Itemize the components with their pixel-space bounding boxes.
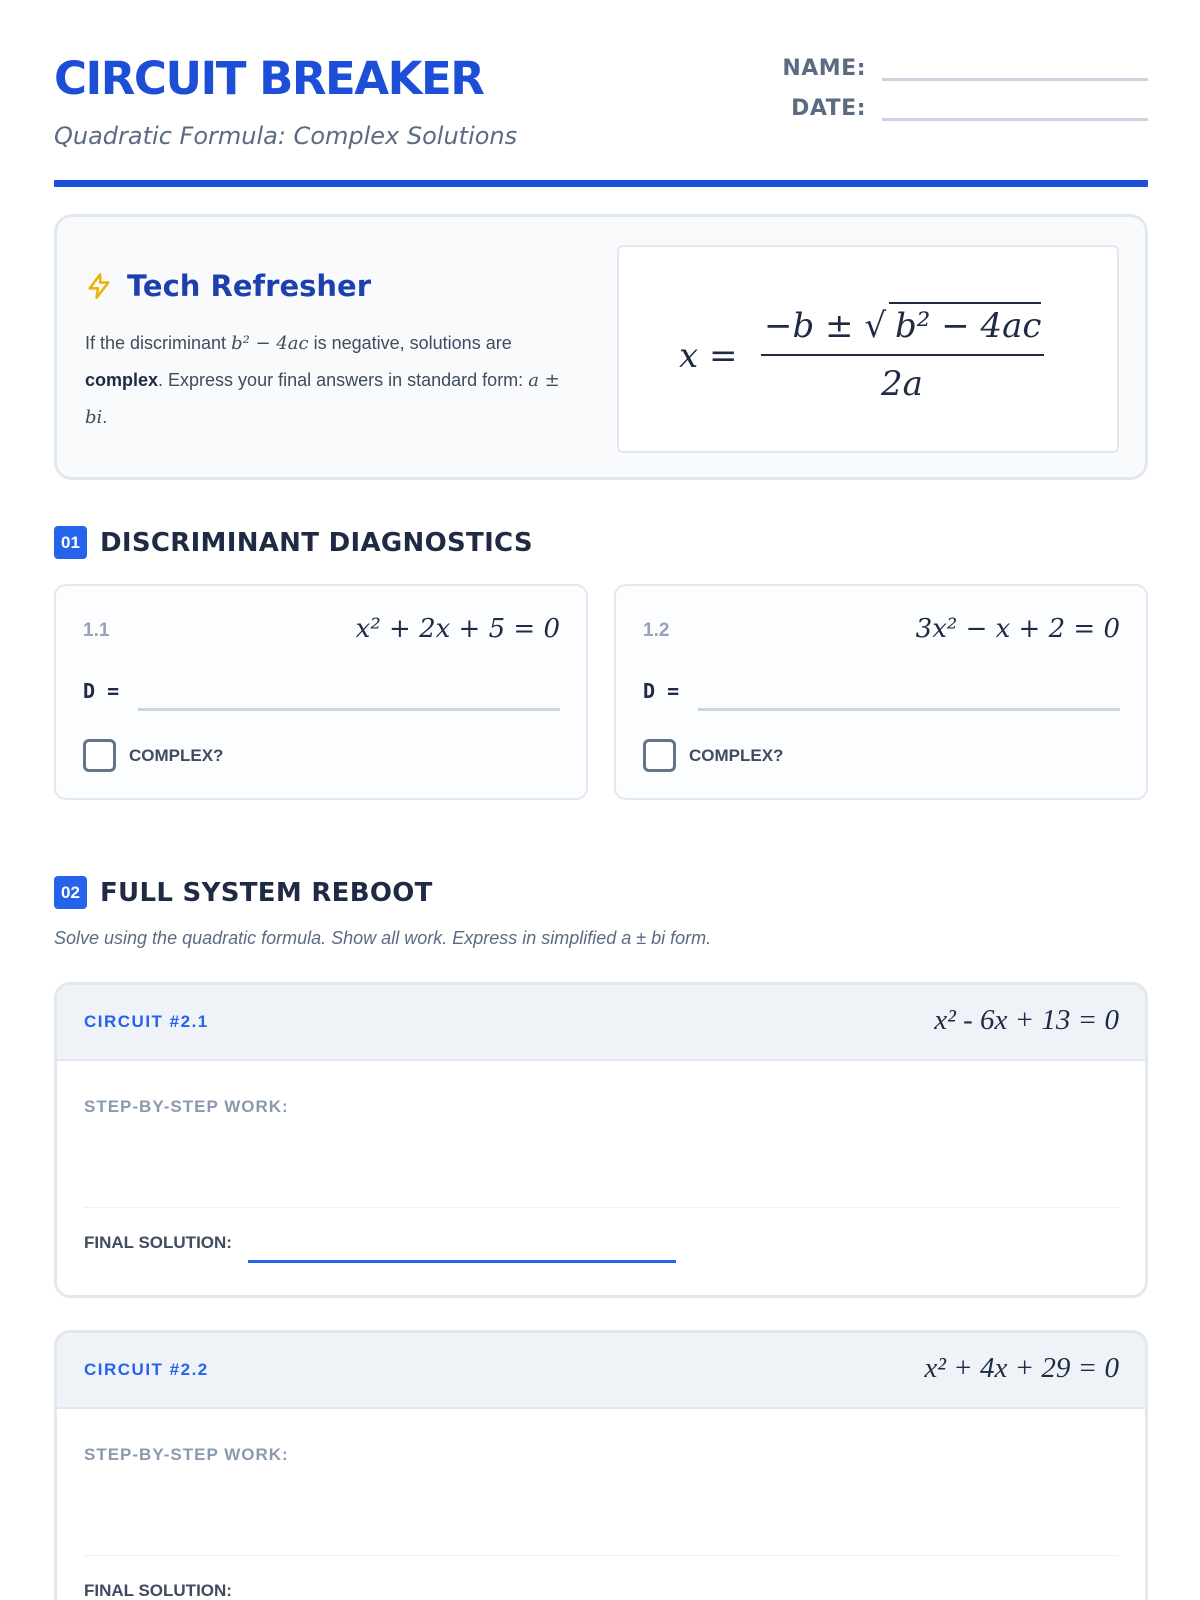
work-label: STEP-BY-STEP WORK: — [84, 1097, 289, 1116]
circuit-equation: x² - 6x + 13 = 0 — [934, 1004, 1119, 1036]
refresher-text — [85, 325, 575, 436]
quadratic-formula-box — [617, 245, 1119, 453]
date-field[interactable] — [882, 97, 1148, 121]
worksheet-header — [54, 52, 1148, 186]
section-2-number-badge: 02 — [54, 876, 87, 909]
quadratic-formula — [619, 247, 1117, 451]
refresher-text-4: . — [102, 407, 108, 427]
problem-number: 1.1 — [83, 620, 110, 641]
work-area-divider — [84, 1207, 1118, 1208]
date-row — [746, 96, 1148, 121]
name-label: NAME: — [782, 56, 866, 81]
complex-checkbox-label: COMPLEX? — [129, 746, 224, 765]
refresher-heading — [85, 269, 371, 303]
work-label: STEP-BY-STEP WORK: — [84, 1445, 289, 1464]
discriminant-label: D = — [83, 679, 120, 703]
tech-refresher-panel — [54, 214, 1148, 480]
diagnostic-card-1-2 — [614, 584, 1148, 800]
circuit-card-2-2 — [54, 1330, 1148, 1600]
name-row — [746, 56, 1148, 81]
circuit-name: CIRCUIT #2.1 — [84, 1012, 209, 1031]
final-solution-line[interactable] — [248, 1260, 676, 1263]
circuit-card-2-1 — [54, 982, 1148, 1298]
formula-denominator: 2a — [881, 364, 923, 404]
circuit-card-header — [57, 1333, 1145, 1409]
formula-radicand: b² − 4ac — [895, 306, 1042, 346]
problem-equation: x² + 2x + 5 = 0 — [355, 614, 560, 644]
name-field[interactable] — [882, 57, 1148, 81]
discriminant-expression: b² − 4ac — [231, 333, 309, 354]
refresher-title: Tech Refresher — [127, 269, 371, 303]
refresher-text-2: is negative, solutions are — [308, 333, 512, 353]
discriminant-answer-line[interactable] — [698, 708, 1120, 711]
header-divider — [54, 180, 1148, 187]
work-area-divider — [84, 1555, 1118, 1556]
circuit-equation: x² + 4x + 29 = 0 — [924, 1352, 1119, 1384]
section-2-heading — [54, 876, 433, 909]
final-solution-label: FINAL SOLUTION: — [84, 1233, 232, 1252]
discriminant-label: D = — [643, 679, 680, 703]
refresher-text-3: . Express your final answers in standard form: — [158, 370, 529, 390]
complex-checkbox[interactable] — [643, 739, 676, 772]
date-label: DATE: — [791, 96, 866, 121]
standard-form-expression: a ± bi — [85, 370, 560, 428]
final-solution-label: FINAL SOLUTION: — [84, 1581, 232, 1600]
worksheet-title: CIRCUIT BREAKER — [54, 52, 484, 105]
worksheet-subtitle: Quadratic Formula: Complex Solutions — [54, 122, 518, 150]
formula-lhs: x = — [679, 336, 738, 376]
section-2-title: FULL SYSTEM REBOOT — [100, 877, 433, 908]
refresher-text-1: If the discriminant — [85, 333, 232, 353]
formula-numerator: −b ± √ — [764, 306, 887, 346]
complex-checkbox-label: COMPLEX? — [689, 746, 784, 765]
diagnostic-card-1-1 — [54, 584, 588, 800]
discriminant-answer-line[interactable] — [138, 708, 560, 711]
refresher-bold-word: complex — [85, 370, 159, 390]
problem-number: 1.2 — [643, 620, 670, 641]
circuit-name: CIRCUIT #2.2 — [84, 1360, 209, 1379]
section-1-number-badge: 01 — [54, 526, 87, 559]
section-1-title: DISCRIMINANT DIAGNOSTICS — [100, 527, 533, 558]
problem-equation: 3x² − x + 2 = 0 — [915, 614, 1120, 644]
lightning-bolt-icon — [85, 271, 113, 301]
circuit-card-header — [57, 985, 1145, 1061]
complex-checkbox[interactable] — [83, 739, 116, 772]
section-2-instructions: Solve using the quadratic formula. Show all work. Express in simplified a ± bi form. — [54, 928, 712, 948]
section-1-heading — [54, 526, 533, 559]
